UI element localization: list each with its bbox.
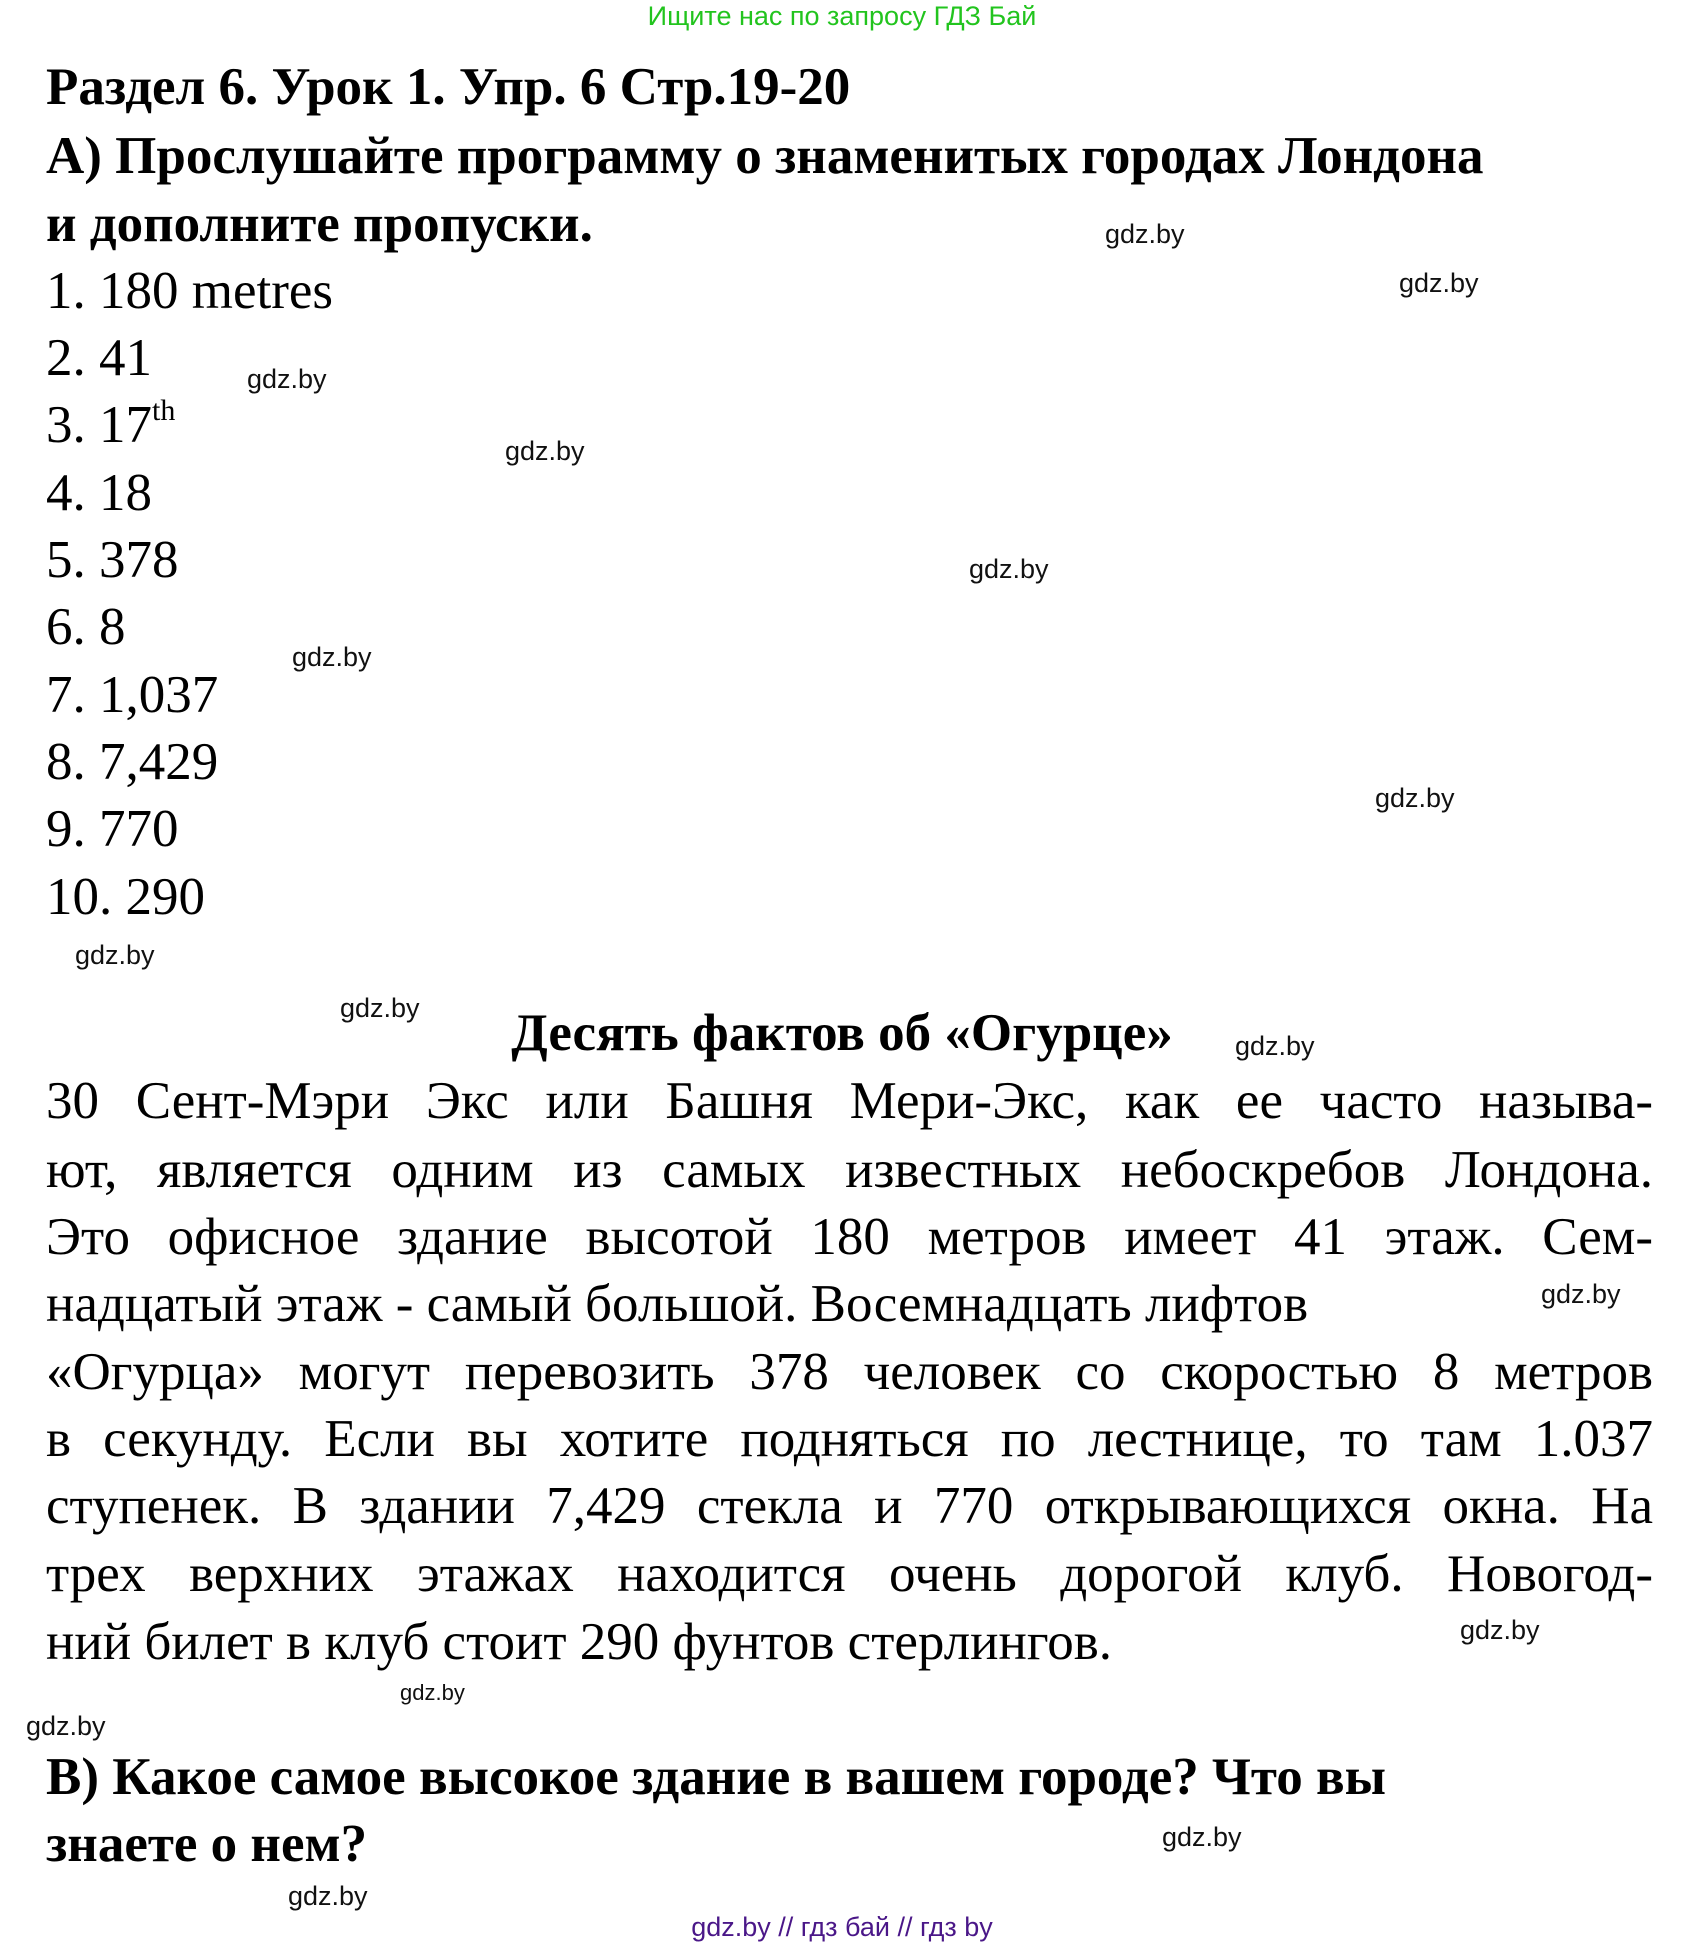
answer-value: 17 xyxy=(99,396,152,454)
watermark: gdz.by xyxy=(400,1680,465,1705)
answer-number: 10. xyxy=(46,868,113,926)
watermark: gdz.by xyxy=(1162,1822,1242,1852)
facts-line: 30 Сент-Мэри Экс или Башня Мери-Экс, как ее часто называ- xyxy=(46,1072,1653,1130)
answer-value: 1,037 xyxy=(99,666,219,724)
answer-number: 1. xyxy=(46,262,86,320)
answer-item xyxy=(46,864,205,931)
watermark: gdz.by xyxy=(1399,268,1479,298)
answer-number: 5. xyxy=(46,531,86,589)
watermark: gdz.by xyxy=(1460,1615,1540,1645)
answer-number: 3. xyxy=(46,396,86,454)
answer-item xyxy=(46,662,218,729)
facts-line: ступенек. В здании 7,429 стекла и 770 открывающихся окна. На xyxy=(46,1477,1653,1535)
watermark: gdz.by xyxy=(1235,1031,1315,1061)
answer-value: 7,429 xyxy=(99,733,219,791)
watermark: gdz.by xyxy=(75,940,155,970)
facts-line: в секунду. Если вы хотите подняться по лестнице, то там 1.037 xyxy=(46,1410,1653,1468)
watermark: gdz.by xyxy=(288,1881,368,1911)
answer-number: 6. xyxy=(46,598,86,656)
answer-item xyxy=(46,392,175,459)
answer-item xyxy=(46,796,179,863)
answer-item xyxy=(46,527,179,594)
watermark: gdz.by xyxy=(1375,783,1455,813)
answer-value: 41 xyxy=(99,329,152,387)
answer-value: 770 xyxy=(99,800,179,858)
answer-value: 378 xyxy=(99,531,179,589)
answer-number: 9. xyxy=(46,800,86,858)
watermark: gdz.by xyxy=(1541,1279,1621,1309)
search-banner: Ищите нас по запросу ГДЗ Бай xyxy=(647,1,1037,31)
answer-number: 7. xyxy=(46,666,86,724)
answer-value: 18 xyxy=(99,464,152,522)
task-b-line-1: В) Какое самое высокое здание в вашем городе? Что вы xyxy=(46,1748,1386,1806)
task-a-line-2: и дополните пропуски. xyxy=(46,195,593,253)
facts-line: трех верхних этажах находится очень дорогой клуб. Новогод- xyxy=(46,1545,1653,1603)
watermark: gdz.by xyxy=(340,993,420,1023)
watermark: gdz.by xyxy=(26,1711,106,1741)
facts-line: надцатый этаж - самый большой. Восемнадцать лифтов xyxy=(46,1275,1309,1333)
answer-item xyxy=(46,729,218,796)
footer-links: gdz.by // гдз бай // гдз by xyxy=(691,1912,993,1942)
watermark: gdz.by xyxy=(505,436,585,466)
facts-line: ют, является одним из самых известных небоскребов Лондона. xyxy=(46,1141,1653,1199)
answer-value: 8 xyxy=(99,598,126,656)
facts-line: ний билет в клуб стоит 290 фунтов стерлингов. xyxy=(46,1613,1113,1671)
answer-item xyxy=(46,258,333,325)
task-b-line-2: знаете о нем? xyxy=(46,1815,368,1873)
answer-item xyxy=(46,460,152,527)
facts-line: «Огурца» могут перевозить 378 человек со скоростью 8 метров xyxy=(46,1343,1653,1401)
answer-superscript: th xyxy=(152,394,176,427)
answer-item xyxy=(46,594,126,661)
answer-item xyxy=(46,325,152,392)
watermark: gdz.by xyxy=(247,364,327,394)
watermark: gdz.by xyxy=(292,642,372,672)
facts-heading: Десять фактов об «Огурце» xyxy=(511,1004,1173,1062)
answer-value: 180 metres xyxy=(99,262,334,320)
answer-number: 8. xyxy=(46,733,86,791)
answer-value: 290 xyxy=(125,868,205,926)
watermark: gdz.by xyxy=(969,554,1049,584)
answer-number: 2. xyxy=(46,329,86,387)
page-title: Раздел 6. Урок 1. Упр. 6 Стр.19-20 xyxy=(46,58,851,116)
facts-line: Это офисное здание высотой 180 метров имеет 41 этаж. Сем- xyxy=(46,1208,1653,1266)
answer-number: 4. xyxy=(46,464,86,522)
watermark: gdz.by xyxy=(1105,219,1185,249)
task-a-line-1: А) Прослушайте программу о знаменитых городах Лондона xyxy=(46,127,1484,185)
